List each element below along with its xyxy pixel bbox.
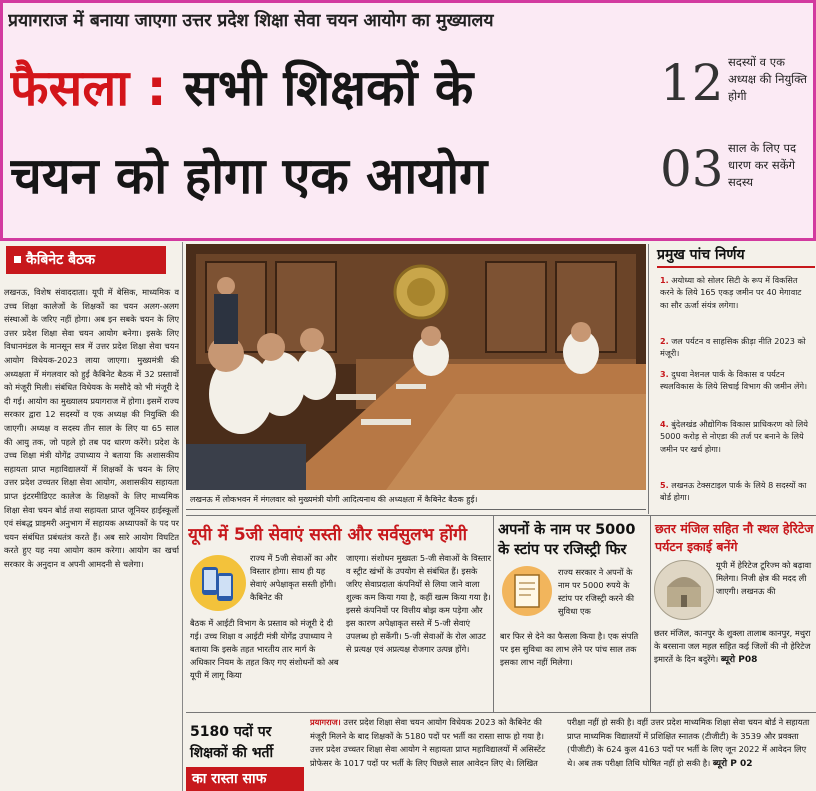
decision-number: 5. — [660, 480, 669, 490]
cabinet-label — [6, 246, 166, 274]
photo-caption: लखनऊ में लोकभवन में मंगलवार को मुख्यमंत्री योगी आदित्यनाथ की अध्यक्षता में कैबिनेट बैठक हुई। — [186, 490, 646, 510]
stamp-paper-icon — [502, 566, 552, 616]
decision-text: लखनऊ टेक्सटाइल पार्क के लिये 8 सदस्यों का बोर्ड होगा। — [660, 480, 807, 503]
story-heritage-para-b — [654, 627, 814, 667]
story-5g-para-a: राज्य में 5जी सेवाओं का और विस्तार होगा। साथ ही यह सेवाएं अपेक्षाकृत सस्ती होंगी। कैबिनेट की — [250, 553, 337, 602]
story-5180-box — [186, 718, 306, 791]
headline-line2: चयन को होगा एक आयोग — [10, 147, 488, 205]
meeting-photo-illustration — [186, 244, 646, 490]
stat-members — [660, 48, 810, 128]
story-5180-text-a: उत्तर प्रदेश शिक्षा सेवा चयन आयोग विधेयक 2023 को कैबिनेट की मंजूरी मिलने के बाद शिक्षकों के 5180 पदों पर भर्ती का रास्ता साफ हो गया है। उत्तर प्रदेश उच्चतर शिक्षा सेवा आयोग ने सहायता प्राप्त महाविद्यालयों में असिस्टेंट प्रोफेसर के 1017 पदों पर भर्ती के लिए पिछले साल आवेदन लिए थे। लिखित — [310, 717, 546, 768]
story-stamp-para-b: बार फिर से देने का फैसला किया है। एक संपति पर इस सुविधा का लाभ लेने पर पांच साल तक इसका लाभ नहीं मिलेगा। — [500, 631, 639, 667]
heritage-building-icon — [654, 560, 714, 620]
decision-number: 1. — [660, 275, 669, 285]
decision-number: 3. — [660, 369, 669, 379]
story-heritage-text: छतर मंजिल, कानपुर के शुक्ला तालाब कानपुर, मथुरा के बरसाना जल महल सहित कई जिलों की नौ हेरिटेज इमारतें के दिन बदुरेंगे। — [654, 628, 811, 664]
left-article-body: लखनऊ, विशेष संवाददाता। यूपी में बेसिक, माध्यमिक व उच्च शिक्षा कालेजों के शिक्षकों का चयन अलग-अलग संस्थाओं के जरिए नहीं होगा। अब इन सबके चयन के लिए उत्तर प्रदेश शिक्षा सेवा चयन आयोग बनेगा। इसके लिए विधानमंडल के मानसून सत्र में उत्तर प्रदेश शिक्षा सेवा चयन आयोग विधेयक-2023 लाया जाएगा। मुख्यमंत्री की अध्यक्षता में मंगलवार को हुई कैबिनेट बैठक में 32 प्रस्तावों को मंजूरी मिली। संबंधित विधेयक के मसौदे को भी मंजूरी दे दी गई। आयोग का मुख्यालय प्रयागराज में होगा। इसमें राज्य सरकार द्वारा 12 सदस्यों व एक अध्यक्ष की नियुक्ति की जाएगी। अध्यक्ष व सदस्य तीन साल के लिए या 65 साल की आयु तक, जो पहले हो तब पद धारण करेंगे। प्रदेश के उच्च शिक्षा मंत्री योगेंद्र उपाध्याय ने बताया कि अशासकीय सहायता प्राप्त महाविद्यालयों में शिक्षकों के चयन के लिए उत्तर प्रदेश उच्चतर शिक्षा सेवा आयोग, अशासकीय सहायता प्राप्त इंटरमीडिएट कालेज के शिक्षकों के लिए माध्यमिक शिक्षा सेवा चयन बोर्ड तथा सहायता प्राप्त जूनियर हाईस्कूलों एवं संबद्ध प्राइमरी अनुभाग में सहायक अध्यापकों के पद पर चयन संबंधित प्रबंधतंत्र करते हैं। अब सारे आयोग विघटित करते हुए यह नया आयोग काम करेगा। आयोग का खर्चा सरकार के अनुदान व अपनी आमदनी से चलेगा। — [4, 287, 179, 569]
bureau-ref: ब्यूरो P08 — [720, 655, 758, 665]
mobile-phone-icon — [190, 555, 246, 611]
stat-years — [660, 134, 810, 214]
section-divider — [186, 515, 816, 516]
headline-line1: सभी शिक्षकों के — [166, 59, 474, 117]
story-heritage-para-a: यूपी में हेरिटेज टूरिज्म को बढ़ावा मिलेगा। निजी क्षेत्र की मदद ली जाएगी। लखनऊ की — [716, 560, 812, 596]
decision-number: 4. — [660, 419, 669, 429]
decision-text: जल पर्यटन व साहसिक क्रीड़ा नीति 2023 को मंजूरी। — [660, 336, 806, 359]
story-5180-bar: का रास्ता साफ — [186, 767, 304, 791]
stat-number: 03 — [660, 140, 724, 198]
decisions-title: प्रमुख पांच निर्णय — [657, 244, 815, 268]
dateline: प्रयागराज। — [310, 717, 341, 727]
story-5180-text-b: परीक्षा नहीं हो सकी है। वहीं उत्तर प्रदेश माध्यमिक शिक्षा सेवा चयन बोर्ड ने सहायता प्राप्त माध्यमिक विद्यालयों में प्रशिक्षित स्नातक (टीजीटी) के 3539 और प्रवक्ता (पीजीटी) के 624 कुल 4163 पदों पर भर्ती के लिए जून 2022 में आवेदन लिए थे। अब तक परीक्षा तिथि घोषित नहीं हो सकी है। — [567, 717, 810, 768]
stats-panel — [660, 48, 810, 238]
decision-text: अयोध्या को सोलर सिटी के रूप में विकसित करने के लिये 165 एकड़ जमीन पर 40 मेगावाट का सौर ऊर्जा संयंत्र लगेगा। — [660, 275, 802, 310]
section-divider — [186, 712, 816, 713]
decision-item — [660, 479, 810, 504]
bureau-ref: ब्यूरो P 02 — [712, 758, 753, 769]
story-5g-para-b: बैठक में आईटी विभाग के प्रस्ताव को मंजूरी दे दी गई। उच्च शिक्षा व आईटी मंत्री योगेंद्र उपाध्याय ने बताया कि इसके तहत भारतीय तार मार्ग के अधिकार नियम के तहत किए गए संशोधनों को अब यूपी में लागू किया — [190, 618, 339, 680]
story-stamp-title: अपनों के नाम पर 5000 के स्टांप पर रजिस्ट्री फिर — [498, 522, 636, 558]
column-divider — [648, 244, 649, 514]
story-5g-title: यूपी में 5जी सेवाएं सस्ती और सर्वसुलभ होंगी — [188, 525, 467, 545]
cabinet-label-text: कैबिनेट बैठक — [26, 252, 95, 268]
decision-item — [660, 368, 810, 393]
bullet-square-icon — [14, 256, 21, 263]
story-heritage-title: छतर मंजिल सहित नौ स्थल हेरिटेज पर्यटन इकाई बनेंगे — [655, 521, 814, 554]
story-5180-para-b — [567, 716, 815, 791]
stat-number: 12 — [660, 54, 724, 112]
decision-text: दुधवा नेशनल पार्क के विकास व पर्यटन स्थलविकास के लिये सिचाई विभाग की जमीन लेंगे। — [660, 369, 808, 392]
story-5180-para-a — [310, 716, 560, 791]
stat-text: साल के लिए पद धारण कर सकेंगे सदस्य — [728, 141, 797, 189]
decision-item — [660, 274, 810, 311]
stat-text: सदस्यों व एक अध्यक्ष की नियुक्ति होगी — [728, 55, 807, 103]
decision-number: 2. — [660, 336, 669, 346]
story-5180-title: 5180 पदों पर शिक्षकों की भर्ती — [190, 724, 274, 761]
column-divider — [650, 516, 651, 712]
decision-item — [660, 335, 810, 360]
story-5g-para-c: जाएगा। संशोधन मुख्यतः 5-जी सेवाओं के विस्तार व स्ट्रीट खंभों के उपयोग से संबंधित हैं। इसके जरिए सेवाप्रदाता कंपनियों से लिया जाने वाला शुल्क कम किया गया है, कहीं खत्म किया गया है। इससे कंपनियों पर वित्तीय बोझ कम पड़ेगा और इस कारण अपेक्षाकृत सस्ते में 5-जी सेवाएं उपलब्ध हो सकेंगी। 5-जी सेवाओं के रोल आउट से प्रत्यक्ष एवं अप्रत्यक्ष रोजगार उत्पन्न होंगे। — [346, 553, 491, 654]
main-headline — [10, 44, 650, 220]
column-divider — [493, 516, 494, 712]
top-header: प्रयागराज में बनाया जाएगा उत्तर प्रदेश शिक्षा सेवा चयन आयोग का मुख्यालय — [8, 11, 494, 31]
cabinet-meeting-photo — [186, 244, 646, 490]
decision-text: बुंदेलखंड औद्योगिक विकास प्राधिकरण को लिये 5000 करोड़ से नोएडा की तर्ज पर बनाने के लिये जमीन पर खर्च होगा। — [660, 419, 808, 454]
story-stamp-para-a: राज्य सरकार ने अपनों के नाम पर 5000 रुपये के स्टांप पर रजिस्ट्री करने की सुविधा एक — [558, 567, 635, 616]
headline-red-word: फैसला : — [10, 59, 167, 117]
decision-item — [660, 418, 810, 455]
